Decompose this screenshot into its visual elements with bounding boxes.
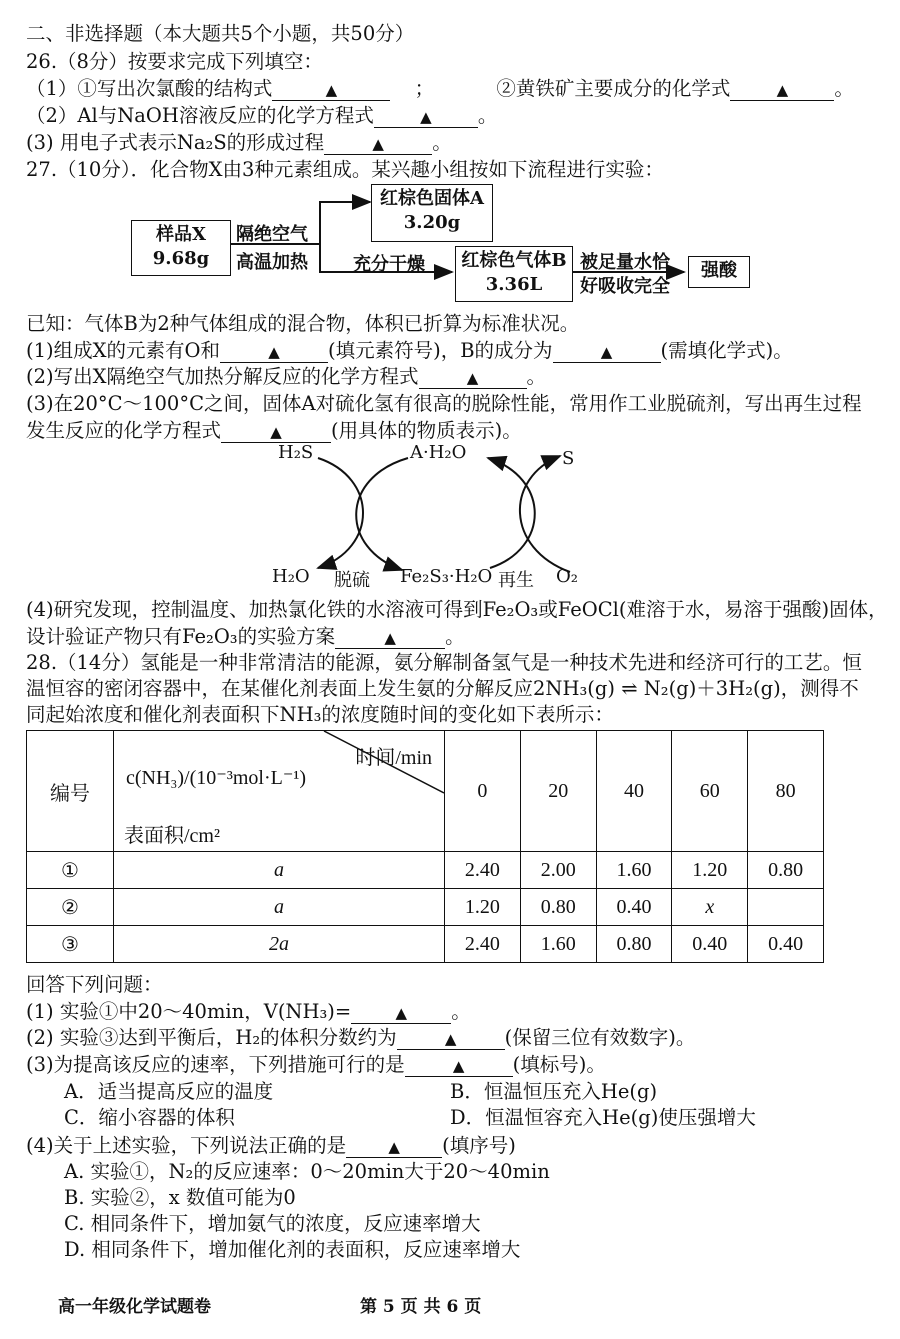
answer-blank[interactable]: ▲	[324, 133, 432, 155]
answer-blank[interactable]: ▲	[335, 627, 445, 649]
q27-part3-line2: 发生反应的化学方程式 ▲ (用具体的物质表示)。	[26, 419, 522, 442]
q28-p3-option-b: B．恒温恒压充入He(g)	[450, 1080, 658, 1103]
cell: 0.40	[748, 926, 824, 963]
answer-blank[interactable]: ▲	[374, 106, 478, 128]
header-diagonal-cell	[114, 731, 445, 852]
header-id: 编号	[27, 731, 114, 852]
answer-blank[interactable]: ▲	[730, 79, 834, 101]
q27-part3-line1: (3)在20°C～100°C之间，固体A对硫化氢有很高的脱除性能，常用作工业脱硫剂，写出再生过程	[26, 392, 862, 415]
cycle-s: S	[562, 448, 575, 469]
absorb-top-label: 被足量水恰	[580, 252, 670, 273]
q27-part1: (1)组成X的元素有O和 ▲ (填元素符号)，B的成分为 ▲ (需填化学式)。	[26, 339, 793, 362]
q28-intro-line1: 28.（14分）氢能是一种非常清洁的能源，氨分解制备氢气是一种技术先进和经济可行的工艺。恒	[26, 651, 862, 674]
cell: 1.60	[596, 852, 672, 889]
table-row	[27, 889, 824, 926]
q28-p3-option-a: A．适当提高反应的温度	[64, 1080, 274, 1103]
concentration-table	[26, 730, 824, 963]
header-area: 表面积/cm²	[124, 825, 220, 847]
answer-blank[interactable]: ▲	[220, 341, 328, 363]
cell: 0.80	[748, 852, 824, 889]
cell	[748, 889, 824, 926]
cycle-arrows	[0, 0, 900, 600]
header-time: 时间/min	[355, 747, 432, 769]
q26-part3: (3) 用电子式表示Na₂S的形成过程 ▲ 。	[26, 131, 452, 154]
q28-part1: (1) 实验①中20～40min，V(NH₃)= ▲ 。	[26, 1000, 471, 1023]
q28-answer-intro: 回答下列问题：	[26, 973, 163, 996]
footer-page-number: 第 5 页 共 6 页	[360, 1297, 482, 1317]
table-row	[27, 852, 824, 889]
q28-intro-line2: 温恒容的密闭容器中，在某催化剂表面上发生氨的分解反应2NH₃(g) ⇌ N₂(g)＋3H₂(g)，测得不	[26, 677, 859, 700]
cell: 1.20	[445, 889, 521, 926]
footer-title: 高一年级化学试题卷	[58, 1297, 211, 1317]
q28-p4-option-d: D. 相同条件下，增加催化剂的表面积，反应速率增大	[64, 1238, 521, 1261]
q27-part4-line2: 设计验证产物只有Fe₂O₃的实验方案 ▲ 。	[26, 625, 465, 648]
row-area: a	[114, 889, 445, 926]
q28-p4-option-c: C. 相同条件下，增加氨气的浓度，反应速率增大	[64, 1212, 481, 1235]
q26-part1: （1）①写出次氯酸的结构式 ▲ ； ②黄铁矿主要成分的化学式 ▲ 。	[26, 77, 854, 100]
condition-bottom-label: 高温加热	[236, 252, 308, 273]
cycle-o2: O₂	[556, 566, 578, 587]
header-time-20: 20	[520, 731, 596, 852]
answer-blank[interactable]: ▲	[405, 1055, 513, 1077]
answer-blank[interactable]: ▲	[351, 1002, 451, 1024]
answer-blank[interactable]: ▲	[346, 1136, 442, 1158]
cell: 2.00	[520, 852, 596, 889]
solid-a-box: 红棕色固体A 3.20g	[371, 184, 493, 242]
row-id: ②	[27, 889, 114, 926]
q27-title: 27.（10分）．化合物X由3种元素组成。某兴趣小组按如下流程进行实验：	[26, 158, 664, 181]
row-id: ③	[27, 926, 114, 963]
condition-top-label: 隔绝空气	[236, 224, 308, 245]
q26-part2: （2）Al与NaOH溶液反应的化学方程式 ▲ 。	[26, 104, 498, 127]
header-time-80: 80	[748, 731, 824, 852]
section-title: 二、非选择题（本大题共5个小题，共50分）	[26, 22, 415, 45]
q28-part2: (2) 实验③达到平衡后，H₂的体积分数约为 ▲ (保留三位有效数字)。	[26, 1026, 696, 1049]
sample-x-box: 样品X 9.68g	[131, 220, 231, 276]
q26-title: 26.（8分）按要求完成下列填空：	[26, 50, 323, 73]
q27-known: 已知：气体B为2种气体组成的混合物，体积已折算为标准状况。	[26, 312, 580, 335]
cell: 2.40	[445, 926, 521, 963]
q27-part4-line1: (4)研究发现，控制温度、加热氯化铁的水溶液可得到Fe₂O₃或FeOCl(难溶于水，易溶于强酸)固体，	[26, 598, 888, 621]
q28-p4-option-a: A. 实验①，N₂的反应速率：0～20min大于20～40min	[64, 1160, 550, 1183]
answer-blank[interactable]: ▲	[272, 79, 390, 101]
answer-blank[interactable]: ▲	[419, 367, 527, 389]
answer-blank[interactable]: ▲	[397, 1028, 505, 1050]
cycle-h2s: H₂S	[278, 442, 314, 463]
cycle-fe2s3: Fe₂S₃·H₂O	[400, 566, 493, 587]
dry-label: 充分干燥	[353, 254, 425, 275]
cell: x	[672, 889, 748, 926]
absorb-bottom-label: 好吸收完全	[580, 276, 670, 297]
cycle-desulf-label: 脱硫	[334, 570, 370, 591]
row-area: 2a	[114, 926, 445, 963]
gas-b-box: 红棕色气体B 3.36L	[455, 246, 573, 302]
cell: 0.40	[596, 889, 672, 926]
q28-part4: (4)关于上述实验，下列说法正确的是 ▲ (填序号)	[26, 1134, 516, 1157]
row-id: ①	[27, 852, 114, 889]
header-time-60: 60	[672, 731, 748, 852]
cycle-h2o: H₂O	[272, 566, 310, 587]
cell: 0.40	[672, 926, 748, 963]
cycle-a-h2o: A·H₂O	[410, 442, 467, 463]
cycle-regen-label: 再生	[498, 570, 534, 591]
header-time-0: 0	[445, 731, 521, 852]
cell: 0.80	[596, 926, 672, 963]
answer-blank[interactable]: ▲	[553, 341, 661, 363]
header-conc: c(NH₃)/(10⁻³mol·L⁻¹)	[126, 767, 307, 789]
q28-part3: (3)为提高该反应的速率，下列措施可行的是 ▲ (填标号)。	[26, 1053, 606, 1076]
answer-blank[interactable]: ▲	[221, 421, 331, 443]
q28-p3-option-c: C．缩小容器的体积	[64, 1106, 235, 1129]
cell: 2.40	[445, 852, 521, 889]
cell: 1.20	[672, 852, 748, 889]
table-header-row	[27, 731, 824, 852]
arrow-o2-to-s	[520, 456, 570, 572]
table-row	[27, 926, 824, 963]
q28-p3-option-d: D．恒温恒容充入He(g)使压强增大	[450, 1106, 756, 1129]
row-area: a	[114, 852, 445, 889]
cell: 1.60	[520, 926, 596, 963]
q28-p4-option-b: B. 实验②，x 数值可能为0	[64, 1186, 296, 1209]
arrow-fe2s3-to-a	[488, 458, 535, 568]
strong-acid-box: 强酸	[688, 256, 750, 288]
header-time-40: 40	[596, 731, 672, 852]
cell: 0.80	[520, 889, 596, 926]
q27-part2: (2)写出X隔绝空气加热分解反应的化学方程式 ▲ 。	[26, 365, 547, 388]
q28-intro-line3: 同起始浓度和催化剂表面积下NH₃的浓度随时间的变化如下表所示：	[26, 703, 614, 726]
